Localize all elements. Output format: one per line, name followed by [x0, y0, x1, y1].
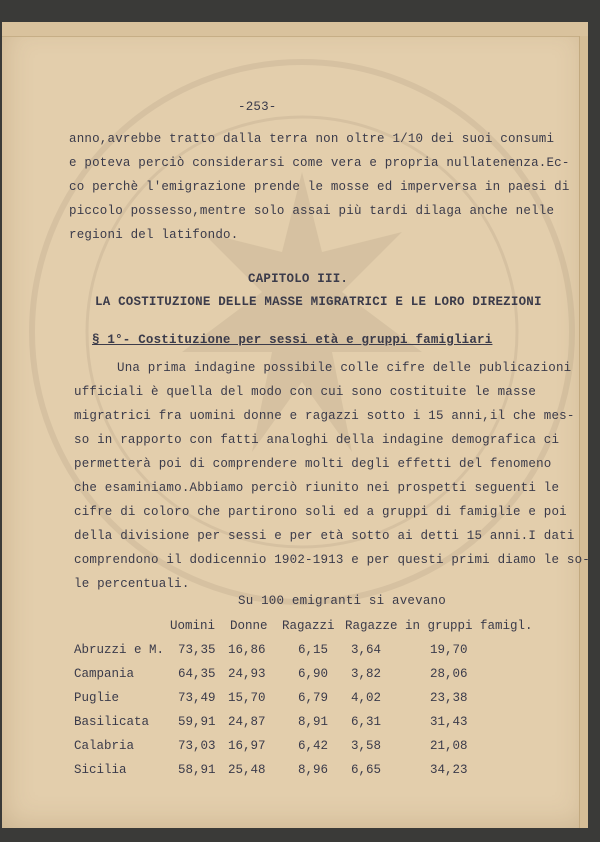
table-cell: 58,91 — [178, 763, 216, 777]
paragraph-line: comprendono il dodicennio 1902-1913 e per questi primi diamo le so- — [74, 553, 590, 567]
table-cell: 59,91 — [178, 715, 216, 729]
paragraph-line: migratrici fra uomini donne e ragazzi sotto i 15 anni,il che mes- — [74, 409, 575, 423]
table-row-region: Calabria — [74, 739, 135, 753]
table-cell: 73,35 — [178, 643, 216, 657]
table-cell: 6,90 — [298, 667, 329, 681]
paragraph-line: regioni del latifondo. — [69, 228, 239, 242]
table-cell: 24,87 — [228, 715, 266, 729]
table-cell: 24,93 — [228, 667, 266, 681]
table-cell: 34,23 — [430, 763, 468, 777]
table-cell: 15,70 — [228, 691, 266, 705]
table-caption: Su 100 emigranti si avevano — [238, 594, 446, 608]
table-cell: 6,79 — [298, 691, 329, 705]
table-header: in gruppi famigl. — [405, 619, 533, 633]
table-cell: 23,38 — [430, 691, 468, 705]
paragraph-line: piccolo possesso,mentre solo assai più tardi dilaga anche nelle — [69, 204, 555, 218]
table-cell: 25,48 — [228, 763, 266, 777]
paragraph-line: della divisione per sessi e per età sotto ai detti 15 anni.I dati — [74, 529, 575, 543]
table-cell: 31,43 — [430, 715, 468, 729]
paragraph-line: co perchè l'emigrazione prende le mosse ed imperversa in paesi di — [69, 180, 570, 194]
table-cell: 28,06 — [430, 667, 468, 681]
table-cell: 6,65 — [351, 763, 382, 777]
table-cell: 3,58 — [351, 739, 382, 753]
table-row-region: Basilicata — [74, 715, 150, 729]
table-cell: 8,96 — [298, 763, 329, 777]
paragraph-line: le percentuali. — [74, 577, 190, 591]
table-row-region: Puglie — [74, 691, 120, 705]
document-page — [2, 22, 588, 828]
table-cell: 6,15 — [298, 643, 329, 657]
paragraph-line: Una prima indagine possibile colle cifre delle publicazioni — [117, 361, 572, 375]
table-cell: 16,97 — [228, 739, 266, 753]
table-cell: 6,42 — [298, 739, 329, 753]
chapter-title: LA COSTITUZIONE DELLE MASSE MIGRATRICI E LE LORO DIREZIONI — [95, 295, 542, 309]
table-cell: 64,35 — [178, 667, 216, 681]
paragraph-line: che esaminiamo.Abbiamo perciò riunito nei prospetti seguenti le — [74, 481, 560, 495]
table-cell: 21,08 — [430, 739, 468, 753]
table-cell: 19,70 — [430, 643, 468, 657]
table-row-region: Campania — [74, 667, 135, 681]
paragraph-line: e poteva perciò considerarsi come vera e propria nullatenenza.Ec- — [69, 156, 570, 170]
table-header: Donne — [230, 619, 268, 633]
table-cell: 3,82 — [351, 667, 382, 681]
page-top-edge — [2, 22, 588, 37]
table-header: Ragazzi — [282, 619, 335, 633]
chapter-heading: CAPITOLO III. — [248, 272, 349, 286]
table-row-region: Sicilia — [74, 763, 127, 777]
table-cell: 8,91 — [298, 715, 329, 729]
paragraph-line: cifre di coloro che partirono soli ed a gruppi di famiglie e poi — [74, 505, 567, 519]
table-cell: 3,64 — [351, 643, 382, 657]
paragraph-line: permetterà poi di comprendere molti degli effetti del fenomeno — [74, 457, 552, 471]
table-header: Ragazze — [345, 619, 398, 633]
table-row-region: Abruzzi e M. — [74, 643, 165, 657]
table-header: Uomini — [170, 619, 216, 633]
paragraph-line: anno,avrebbe tratto dalla terra non oltre 1/10 dei suoi consumi — [69, 132, 555, 146]
table-cell: 73,49 — [178, 691, 216, 705]
table-cell: 4,02 — [351, 691, 382, 705]
paragraph-line: so in rapporto con fatti analoghi della indagine demografica ci — [74, 433, 560, 447]
table-cell: 16,86 — [228, 643, 266, 657]
paragraph-line: ufficiali è quella del modo con cui sono costituite le masse — [74, 385, 537, 399]
table-cell: 73,03 — [178, 739, 216, 753]
table-cell: 6,31 — [351, 715, 382, 729]
section-heading: § 1°- Costituzione per sessi età e gruppi famigliari — [92, 333, 493, 347]
page-number: -253- — [238, 100, 277, 114]
page-side-strip — [579, 36, 588, 828]
